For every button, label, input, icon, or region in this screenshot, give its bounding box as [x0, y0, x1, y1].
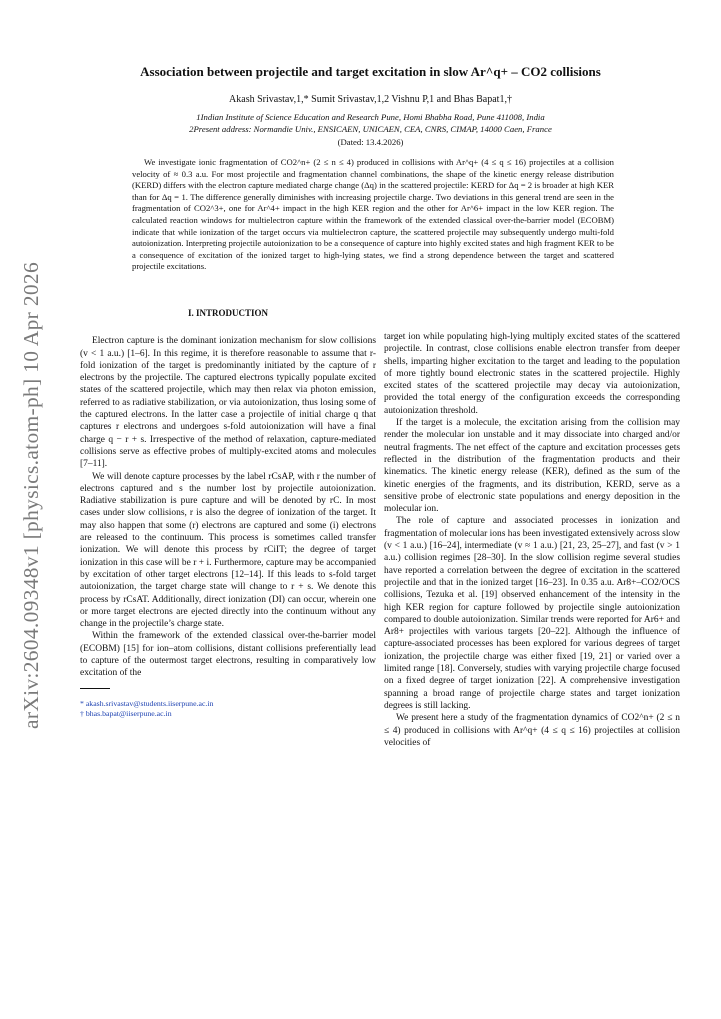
right-column — [384, 331, 680, 749]
section-heading: I. INTRODUCTION — [187, 308, 268, 318]
footnote-email-2[interactable]: † bhas.bapat@iiserpune.ac.in — [80, 708, 172, 718]
left-column — [80, 307, 376, 719]
affiliations — [60, 111, 681, 135]
paragraph: target ion while populating high-lying multiply excited states of the scattered projectile. In contrast, close collisions enable electron transfer from deeper shells, imparting higher excitation to the target and leading to the population of more tightly bound electronic states in the scattered projectile. Highly excited states of the scattered projectile may decay via autoionization, provided the total energy of the configuration exceeds the corresponding autoionization threshold. — [384, 332, 680, 416]
affiliation-1: 1Indian Institute of Science Education and Research Pune, Homi Bhabha Road, Pune 411008, India — [196, 112, 545, 122]
paragraph: Electron capture is the dominant ionization mechanism for slow collisions (v < 1 a.u.) [1–6]. In this regime, it is therefore reasonable to assume that r-fold ionization of the target is predominantly initiated by the capture of r electrons by the projectile. The captured electrons typically populate excited states of the scattered projectile, which may then relax via photon emission, referred to as radiative stabilization, or via autoionization, thus losing some of the captured electrons. In the latter case a projectile of initial charge q that captures r electrons and undergoes s-fold autoionization will have a final charge q − r + s. Irrespective of the method of relaxation, capture-mediated collisions serve as effective probes of multiply-excited atoms and molecules [7–11]. — [80, 336, 376, 470]
footnote-rule — [80, 688, 110, 689]
paper-title: Association between projectile and target excitation in slow Ar^q+ – CO2 collisions — [140, 64, 601, 79]
paragraph: We present here a study of the fragmentation dynamics of CO2^n+ (2 ≤ n ≤ 4) produced in collisions with Ar^q+ (4 ≤ q ≤ 16) projectiles at collision velocities of — [384, 713, 680, 748]
affiliation-2: 2Present address: Normandie Univ., ENSICAEN, UNICAEN, CEA, CNRS, CIMAP, 14000 Caen, France — [189, 124, 552, 134]
paragraph: Within the framework of the extended classical over-the-barrier model (ECOBM) [15] for ion–atom collisions, distant collisions preferentially lead to capture of the outermost target electrons, resulting in comparatively low excitation of the — [80, 631, 376, 679]
paragraph: The role of capture and associated processes in ionization and fragmentation of molecular ions has been investigated extensively across slow (v < 1 a.u.) [16–24], intermediate (v ≈ 1 a.u.) [21, 23, 25–27], and fast (v > 1 a.u.) collision regimes [28–30]. In the slow collision regime several studies have reported a correlation between the degree of excitation in the scattered projectile and that in the ionized target [16–23]. In 0.35 a.u. Ar8+–CO2/OCS collisions, Tezuka et al. [19] observed enhancement of the intensity in the high KER region for capture followed by projectile single autoionization compared to double autoionization. Similar trends were reported for Ar6+ and Ar8+ projectiles with various targets [20–22]. Although the influence of capture-associated processes has been explored for various degrees of target ionization, the projectile charge was either fixed [19, 21] or varied over a limited range [18]. Conversely, studies with varying projectile charge focused on a fixed degree of target ionization [22]. A comprehensive investigation spanning a broad range of projectile charge states and target ionization degrees is still lacking. — [384, 516, 680, 711]
arxiv-stamp: arXiv:2604.09348v1 [physics.atom-ph] 10 Apr 2026 — [19, 261, 44, 729]
date-line: (Dated: 13.4.2026) — [337, 137, 404, 147]
author-list: Akash Srivastav,1,* Sumit Srivastav,1,2 Vishnu P,1 and Bhas Bapat1,† — [229, 94, 512, 105]
paragraph: We will denote capture processes by the label rCsAP, with r the number of electrons captured and s the number lost by projectile autoionization. Radiative stabilization is pure capture and will be denoted by rC. In most cases under slow collisions, r is also the degree of ionization of the target. It may also happen that some (r) electrons are captured and some (i) electrons are released to the continuum. This process is sometimes called transfer ionization. We will denote this process by rCiIT; the degree of target ionization in this case will be r + i. Furthermore, capture may be accompanied by excitation of other target electrons [12–14]. If this leads to s-fold target autoionization, the target charge state will change to r + s. We denote this process by rCsAT. Additionally, direct ionization (DI) can occur, wherein one or more target electrons are ejected directly into the continuum without any change in the projectile’s charge state. — [80, 471, 376, 630]
abstract: We investigate ionic fragmentation of CO2^n+ (2 ≤ n ≤ 4) produced in collisions with Ar^q+ (4 ≤ q ≤ 16) projectiles at a collision velocity of ≈ 0.3 a.u. For most projectile and fragmentation channel combinations, the shape of the kinetic energy release distribution (KERD) differs with the electron capture mediated charge change (Δq) in the scattered projectile: KERD for Δq = 2 is broader at high KER than for Δq = 1. The difference generally diminishes with increasing projectile charge. Two deviations in this general trend are seen in the fragmentation of CO2^3+, one for Ar^4+ impact in the high KER region and the other for Ar^6+ impact in the low KER region. The calculated reaction windows for multielectron capture within the framework of the extended classical over-the-barrier model (ECOBM) indicate that while ionization of the target occurs via multielectron capture, the scattered projectile may subsequently undergo multi-fold autoionization. Interpreting projectile autoionization to be a consequence of capture into highly excited states and high fragment KER to be a consequence of excitation of the ionized target to high-lying states, we find a strong dependence between the target and scattered projectile excitations. — [132, 157, 614, 272]
footnote-email-1[interactable]: * akash.srivastav@students.iiserpune.ac.in — [80, 698, 214, 708]
paragraph: If the target is a molecule, the excitation arising from the collision may render the molecular ion unstable and it may dissociate into charged and/or neutral fragments. The net effect of the capture and excitation processes gets reflected in the distribution of the fragmentation products and their kinematics. The kinetic energy release (KER), defined as the sum of the kinetic energies of the fragments, and its distribution, KERD, serve as a sensitive probe of electronic state populations and energy deposition in the molecular ion. — [384, 418, 680, 515]
